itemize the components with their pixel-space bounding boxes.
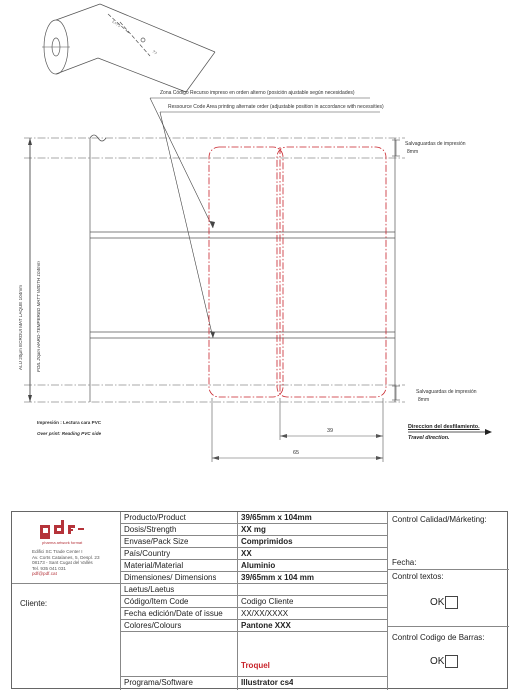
center-lines bbox=[24, 138, 405, 402]
row-value: XX bbox=[241, 549, 252, 558]
safety-label-top: Salvaguardas de impresión bbox=[405, 141, 466, 147]
row-label: País/Country bbox=[124, 549, 171, 558]
safety-marks bbox=[392, 140, 400, 400]
safety-mm-top: 8mm bbox=[407, 149, 419, 155]
row-label: Dosis/Strength bbox=[124, 525, 177, 534]
row-label: Producto/Product bbox=[124, 513, 186, 522]
roll-label-2: ?? bbox=[151, 48, 158, 56]
row-label: Dimensiones/ Dimensions bbox=[124, 573, 217, 582]
barcode-control-ok[interactable]: OK bbox=[430, 655, 458, 668]
row-value: 39/65mm x 104 mm bbox=[241, 573, 314, 582]
title-block bbox=[11, 511, 508, 689]
row-label: Fecha edición/Date of issue bbox=[124, 609, 223, 618]
text-control-ok[interactable]: OK bbox=[430, 596, 458, 609]
company-logo bbox=[38, 520, 98, 542]
row-label: Envase/Pack Size bbox=[124, 537, 189, 546]
quality-control-label: Control Calidad/Márketing: bbox=[392, 515, 487, 524]
row-value: Aluminio bbox=[241, 561, 276, 570]
ok-checkbox[interactable] bbox=[445, 596, 458, 609]
company-address: Edifici SC Trade Center I Av. Corts Catalanes, 5, Despl. 23 08173 - Sant Cugat del Vallès Tel. 935 041 031 pdf@pdf.cat bbox=[32, 549, 100, 577]
callout-text-es: Zona Código Recurso impreso en orden alterno (posición ajustable según necesidades) bbox=[160, 90, 355, 96]
foil-spec-en: FOIL 20µm HARD-TEMPERED MATT WIDTH 104mm bbox=[36, 261, 41, 372]
foil-roll-illustration bbox=[42, 4, 215, 92]
row-value: XX/XX/XXXX bbox=[241, 609, 289, 618]
foil-strip bbox=[30, 135, 395, 402]
row-value: Illustrator cs4 bbox=[241, 678, 294, 687]
barcode-control-label: Control Codigo de Barras: bbox=[392, 633, 485, 642]
travel-direction-en: Travel direction. bbox=[408, 435, 450, 441]
print-note-es: Impresión : Lectura cara PVC bbox=[37, 420, 102, 425]
callout-leaders bbox=[150, 98, 380, 338]
row-label: Código/Item Code bbox=[124, 597, 189, 606]
ok-checkbox[interactable] bbox=[445, 655, 458, 668]
row-label: Laetus/Laetus bbox=[124, 585, 175, 594]
foil-spec-fr: ALU 20µm ECROUI MAT LAQUE 104mm bbox=[18, 285, 23, 370]
row-value: Comprimidos bbox=[241, 537, 293, 546]
text-control-label: Control textos: bbox=[392, 572, 444, 581]
troquel-label: Troquel bbox=[241, 661, 270, 670]
die-cut-lines bbox=[209, 147, 386, 397]
logo-subtitle: pharma artwork format bbox=[42, 540, 83, 545]
print-note-en: Over print: Reading PVC side bbox=[37, 431, 102, 436]
travel-direction-es: Direccion del desfilamiento. bbox=[408, 424, 480, 430]
row-value: Pantone XXX bbox=[241, 621, 291, 630]
safety-label-bottom: Salvaguardas de impresión bbox=[416, 389, 477, 395]
dimension-65: 65 bbox=[293, 450, 300, 456]
roll-label-1: L=?? bbox=[111, 18, 122, 29]
dimension-39: 39 bbox=[327, 428, 334, 434]
date-label: Fecha: bbox=[392, 558, 417, 567]
callout-text-en: Ressource Code Area printing alternate order (adjustable position in accordance with necessities) bbox=[168, 104, 384, 110]
safety-mm-bottom: 8mm bbox=[418, 397, 430, 403]
client-label: Cliente: bbox=[20, 599, 48, 608]
row-value: 39/65mm x 104mm bbox=[241, 513, 312, 522]
row-value: XX mg bbox=[241, 525, 266, 534]
row-label: Material/Material bbox=[124, 561, 184, 570]
row-label: Colores/Colours bbox=[124, 621, 182, 630]
row-label: Programa/Software bbox=[124, 678, 193, 687]
row-value: Codigo Cliente bbox=[241, 597, 294, 606]
